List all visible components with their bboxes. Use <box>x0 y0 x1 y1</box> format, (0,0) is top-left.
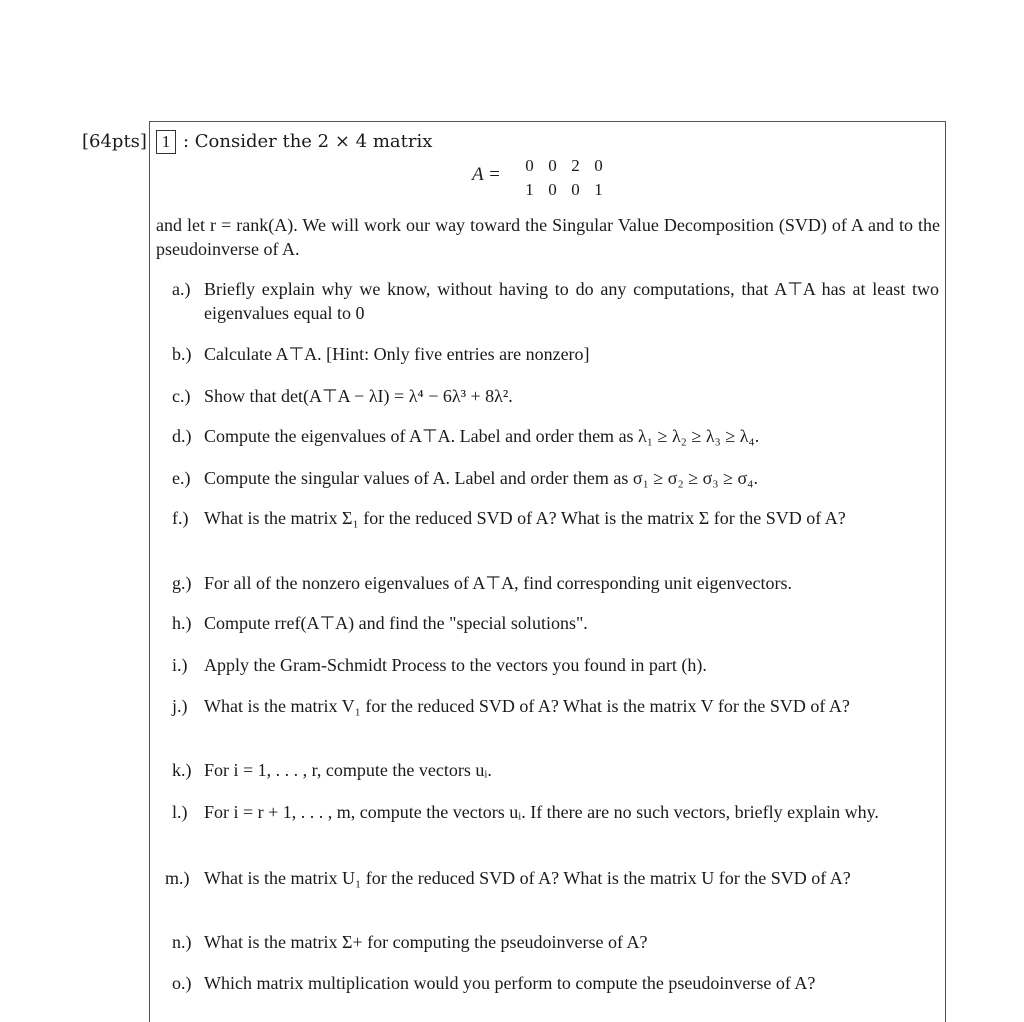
item-label: l.) <box>172 802 188 822</box>
question-intro: : Consider the 2 × 4 matrix <box>183 131 433 152</box>
item-label: n.) <box>172 932 192 952</box>
matrix-cell: 0 <box>571 180 580 199</box>
item-text: Compute rref(A⊤A) and find the "special solutions". <box>204 613 588 633</box>
item-text: Briefly explain why we know, without having to do any computations, that A⊤A has at least two eigenvalues equal to 0 <box>204 279 939 323</box>
item-text: Apply the Gram-Schmidt Process to the vectors you found in part (h). <box>204 655 707 675</box>
item-label: c.) <box>172 386 191 406</box>
matrix-cell: 2 <box>571 156 580 175</box>
matrix-label: A = <box>472 164 501 185</box>
item-label: b.) <box>172 344 192 364</box>
matrix-cell: 1 <box>525 180 534 199</box>
item-text: What is the matrix Σ₁ for the reduced SVD of A? What is the matrix Σ for the SVD of A? <box>204 508 846 528</box>
points-label: [64pts] <box>82 131 147 152</box>
item-label: e.) <box>172 468 191 488</box>
item-text: Show that det(A⊤A − λI) = λ⁴ − 6λ³ + 8λ². <box>204 386 513 406</box>
matrix-cell: 0 <box>548 180 557 199</box>
matrix-row <box>518 178 610 202</box>
item-text: What is the matrix Σ+ for computing the pseudoinverse of A? <box>204 932 648 952</box>
item-label: a.) <box>172 279 191 299</box>
item-label: o.) <box>172 973 192 993</box>
item-text: Calculate A⊤A. [Hint: Only five entries are nonzero] <box>204 344 590 364</box>
item-text: For i = 1, . . . , r, compute the vectors uᵢ. <box>204 760 492 780</box>
item-text: What is the matrix U₁ for the reduced SVD of A? What is the matrix U for the SVD of A? <box>204 868 851 888</box>
item-label: j.) <box>172 696 188 716</box>
question-number-box: 1 <box>156 130 176 154</box>
item-label: d.) <box>172 426 192 446</box>
item-text: What is the matrix V₁ for the reduced SVD of A? What is the matrix V for the SVD of A? <box>204 696 850 716</box>
item-label: g.) <box>172 573 192 593</box>
item-label: f.) <box>172 508 189 528</box>
item-label: h.) <box>172 613 192 633</box>
intro-paragraph: and let r = rank(A). We will work our way toward the Singular Value Decomposition (SVD) of A and to the pseudoinverse of A. <box>156 215 940 259</box>
matrix-cell: 0 <box>594 156 603 175</box>
item-label: i.) <box>172 655 188 675</box>
matrix-cell: 0 <box>525 156 534 175</box>
matrix-a <box>518 154 610 202</box>
item-text: Compute the singular values of A. Label and order them as σ₁ ≥ σ₂ ≥ σ₃ ≥ σ₄. <box>204 468 758 488</box>
item-text: For i = r + 1, . . . , m, compute the vectors uᵢ. If there are no such vectors, briefly explain why. <box>204 802 879 822</box>
matrix-row <box>518 154 610 178</box>
matrix-cell: 1 <box>594 180 603 199</box>
matrix-cell: 0 <box>548 156 557 175</box>
item-text: Compute the eigenvalues of A⊤A. Label and order them as λ₁ ≥ λ₂ ≥ λ₃ ≥ λ₄. <box>204 426 760 446</box>
item-label: m.) <box>165 868 190 888</box>
item-text: Which matrix multiplication would you perform to compute the pseudoinverse of A? <box>204 973 816 993</box>
item-label: k.) <box>172 760 192 780</box>
item-text: For all of the nonzero eigenvalues of A⊤A, find corresponding unit eigenvectors. <box>204 573 793 593</box>
